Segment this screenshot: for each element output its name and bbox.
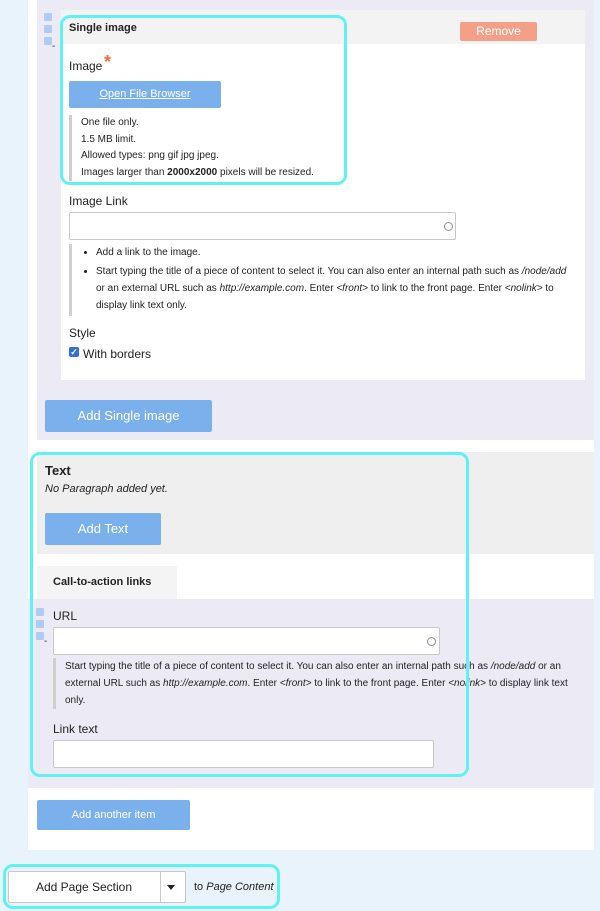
help-nolink-token: <nolink> xyxy=(504,283,543,294)
autocomplete-throbber-icon xyxy=(444,222,453,231)
style-label: Style xyxy=(69,326,96,340)
help-path-example: /node/add xyxy=(521,266,567,277)
add-single-image-button[interactable]: Add Single image xyxy=(45,400,212,432)
image-link-label: Image Link xyxy=(69,194,128,208)
single-image-title: Single image xyxy=(69,22,137,34)
help-text-part: pixels will be resized. xyxy=(217,166,314,178)
drag-handle-tick: - xyxy=(44,636,48,647)
help-item xyxy=(96,263,569,314)
max-resolution: 2000x2000 xyxy=(167,166,218,178)
help-item: • Add a link to the image. xyxy=(96,244,569,261)
help-line: One file only. xyxy=(81,117,139,128)
no-paragraph-message: No Paragraph added yet. xyxy=(45,483,168,495)
add-page-section-button[interactable]: Add Page Section xyxy=(35,880,133,894)
help-text-part: Start typing the title of a piece of content to select it. You can also enter an internal path such as xyxy=(96,266,522,277)
help-front-token: <front> xyxy=(336,283,369,294)
remove-button[interactable]: Remove xyxy=(460,22,537,41)
help-text-part: to link to the front page. Enter xyxy=(368,283,505,294)
required-asterisk-icon: * xyxy=(104,52,112,72)
help-path-example: /node/add xyxy=(490,661,536,672)
with-borders-checkbox[interactable]: ✓ xyxy=(70,347,78,357)
link-text-label: Link text xyxy=(53,722,98,736)
target-region-name: Page Content xyxy=(206,881,274,893)
drag-handle-dot[interactable] xyxy=(44,13,52,21)
text-section-title: Text xyxy=(45,463,71,478)
add-another-item-button[interactable]: Add another item xyxy=(37,800,190,830)
help-text-part: to display link text only. xyxy=(96,283,554,311)
highlight-single-image xyxy=(60,15,347,185)
help-list xyxy=(81,244,569,314)
help-text-part: or an external URL such as xyxy=(96,283,220,294)
cta-tab-label: Call-to-action links xyxy=(53,576,152,588)
help-text-part: to display link text only. xyxy=(65,678,568,706)
image-link-input[interactable] xyxy=(69,212,456,240)
help-line: 1.5 MB limit. xyxy=(81,133,137,145)
help-text-part: Start typing the title of a piece of content to select it. You can also enter an internal path such as xyxy=(65,661,491,672)
drag-handle-dot[interactable] xyxy=(44,25,52,33)
url-label: URL xyxy=(53,609,78,623)
drag-handle-tick: - xyxy=(52,41,56,52)
highlight-add-page-section xyxy=(3,864,280,909)
image-label: Image xyxy=(69,59,103,73)
add-text-button[interactable]: Add Text xyxy=(45,513,161,545)
help-front-token: <front> xyxy=(279,678,312,689)
drag-handle-dot[interactable] xyxy=(44,37,52,45)
image-link-help xyxy=(69,244,569,316)
help-text-part: . Enter xyxy=(247,678,280,689)
help-url-example: http://example.com xyxy=(163,678,248,689)
help-text-part: or an external URL such as xyxy=(65,661,561,689)
help-nolink-token: <nolink> xyxy=(448,678,487,689)
help-text-part: . Enter xyxy=(304,283,337,294)
to-prefix: to xyxy=(194,881,207,893)
help-line: Allowed types: png gif jpg jpeg. xyxy=(81,150,219,161)
open-file-browser-button[interactable]: Open File Browser xyxy=(69,81,221,108)
help-url-example: http://example.com xyxy=(219,283,305,294)
help-text-part: to link to the front page. Enter xyxy=(311,678,449,689)
highlight-text-cta xyxy=(30,452,469,777)
with-borders-label[interactable]: With borders xyxy=(83,347,152,361)
help-text-part: Images larger than xyxy=(81,166,168,178)
